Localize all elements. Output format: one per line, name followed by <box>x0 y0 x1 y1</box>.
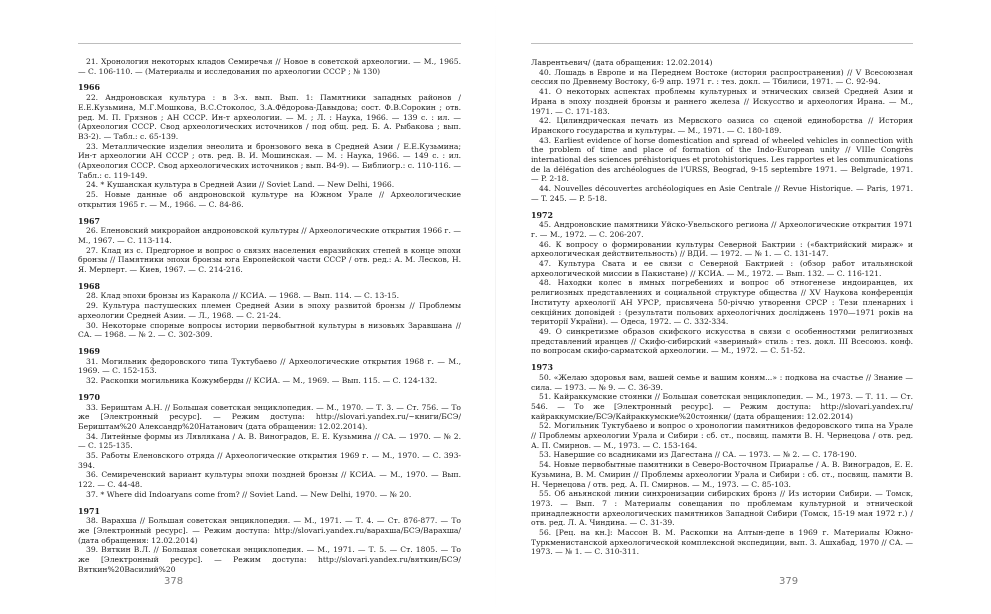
bibliography-entry: 55. Об аньянской линии синхронизации сибирских бронз // Из истории Сибири. — Томск, 1973. — Вып. 7 : Материалы совещания по проблемам культурной и этнической принадлежности археологических памятников Западной Сибири (Томск, 15-19 мая 1972 г.) / отв. ред. Л. А. Чиндина. — С. 31-39. <box>531 489 913 528</box>
bibliography-entry: 43. Earliest evidence of horse domestication and spread of wheeled vehicles in connection with the problem of time and place of formation of the Indo-European unity // VIIIe Congrès international des sciences préhistoriques et protohistoriques. Les rapportes et les communications de la délégation des archéologues de l'URSS, Beograd, 9-15 septembre 1971. — Belgrade, 1971. — P. 2-18. <box>531 135 913 184</box>
bibliography-entry: 44. Nouvelles découvertes archéologiques en Asie Centrale // Revue Historique. — Paris, 1971. — T. 245. — P. 5-18. <box>531 184 913 203</box>
left-header-rule <box>78 43 461 44</box>
bibliography-entry: 22. Андроновская культура : в 3-х. вып. Вып. 1: Памятники западных районов / Е.Е.Кузьмина, М.Г.Мошкова, В.С.Стоколос, З.А.Фёдорова-Давыдова; сост. Ф.В.Сорокин ; отв. ред. М. П. Грязнов ; АН СССР. Ин-т археологии. — М. ; Л. : Наука, 1966. — 139 с. : ил. — (Археология СССР. Свод археологических источников / под общ. ред. Б. А. Рыбакова ; вып. В3-2). — Табл.: с. 65-139. <box>78 93 461 141</box>
bibliography-entry: 33. Бериштам А.Н. // Большая советская энциклопедия. — М., 1970. — Т. 3. — Ст. 756. — То же [Электронный ресурс]. — Режим доступа: http://slovari.yandex.ru/~книги/БСЭ/Бериштам%20 Александр%20Натанович (дата обращения: 12.02.2014). <box>78 402 461 431</box>
bibliography-entry: 40. Лошадь в Европе и на Переднем Востоке (история распространения) // V Всесоюзная сессия по Древнему Востоку, 6-9 апр. 1971 г. : тез. докл. — Тбилиси, 1971. — С. 92-94. <box>531 67 913 87</box>
book-spine <box>495 0 496 614</box>
bibliography-entry: 21. Хронология некоторых кладов Семиречья // Новое в советской археологии. — М., 1965. — С. 106-110. — (Материалы и исследования по археологии СССР ; № 130) <box>78 57 461 76</box>
bibliography-entry: 31. Могильник федоровского типа Туктубаево // Археологические открытия 1968 г. — М., 1969. — С. 152-153. <box>78 356 461 376</box>
right-bibliography <box>531 58 913 557</box>
bibliography-entry: 36. Семиреченский вариант культуры эпохи поздней бронзы // КСИА. — М., 1970. — Вып. 122. — С. 44-48. <box>78 470 461 490</box>
bibliography-entry: 28. Клад эпохи бронзы из Каракола // КСИА. — 1968. — Вып. 114. — С. 13-15. <box>86 291 399 301</box>
bibliography-entry: 39. Вяткин В.Л. // Большая советская энциклопедия. — М., 1971. — Т. 5. — Ст. 1805. — То же [Электронный ресурс]. — Режим доступа: http://slovari.yandex.ru/вяткин/БСЭ/Вяткин%20Василий%20 <box>78 545 461 574</box>
bibliography-entry: 41. О некоторых аспектах проблемы культурных и этнических связей Средней Азии и Ирана в эпоху поздней бронзы и раннего железа // Искусство и археология Ирана. — М., 1971. — С. 171-183. <box>531 87 913 116</box>
bibliography-entry: 30. Некоторые спорные вопросы истории первобытной культуры в низовьях Заравшана // СА. — 1968. — № 2. — С. 302-309. <box>78 320 461 340</box>
bibliography-entry-continuation: Лаврентьевич/ (дата обращения: 12.02.2014) <box>531 58 713 67</box>
bibliography-entry: 53. Навершие со всадниками из Дагестана // СА. — 1973. — № 2. — С. 178-190. <box>539 450 857 460</box>
left-page <box>78 0 461 614</box>
bibliography-entry: 52. Могильник Туктубаево и вопрос о хронологии памятников федоровского типа на Урале // Проблемы археологии Урала и Сибири : сб. ст., посвящ. памяти В. Н. Чернецова / отв. ред. А. П. Смирнов. — М., 1973. — С. 153-164. <box>531 421 913 450</box>
bibliography-entry: 51. Кайраккумские стоянки // Большая советская энциклопедия. — М., 1973. — Т. 11. — Ст. 546. — То же [Электронный ресурс]. — Режим доступа: http://slovari.yandex.ru/кайраккумские/БСЭ/Кайраккумские%20стоянки/ (дата обращения: 12.02.2014) <box>531 392 913 421</box>
left-bibliography <box>78 57 461 574</box>
bibliography-entry: 38. Вараxша // Большая советская энциклопедия. — М., 1971. — Т. 4. — Ст. 876-877. — То же [Электронный ресурс]. — Режим доступа: http://slovari.yandex.ru/варахша/БСЭ/Варахша/ (дата обращения: 12.02.2014) <box>78 516 461 545</box>
bibliography-entry: 50. «Желаю здоровья вам, вашей семье и вашим коням...» : подкова на счастье // Знание — сила. — 1973. — № 9. — С. 36-39. <box>531 372 913 392</box>
bibliography-entry: 49. О синкретизме образов скифского искусства в связи с особенностями религиозных представлений иранцев // Скифо-сибирский «звериный» стиль : тез. докл. III Всесоюз. конф. по вопросам скифо-сарматской археологии. — М., 1972. — С. 51-52. <box>531 326 913 356</box>
right-header-rule <box>531 43 913 44</box>
right-page-number: 379 <box>779 576 799 587</box>
bibliography-entry: 23. Металлические изделия энеолита и бронзового века в Средней Азии / Е.Е.Кузьмина; Ин-т археологии АН СССР ; отв. ред. В. И. Мошинская. — М. : Наука, 1966. — 149 с. : ил. (Археология СССР. Свод археологических источников ; вып. В4-9). — Библиогр.: с. 110-116. — Табл.: с. 119-149. <box>78 141 461 180</box>
bibliography-entry: 27. Клад из с. Предгорное и вопрос о связях населения евразийских степей в конце эпохи бронзы // Памятники эпохи бронзы юга Европейской части СССР / отв. ред.: А. М. Лесков, Н. Я. Мерперт. — Киев, 1967. — С. 214-216. <box>78 245 461 275</box>
bibliography-entry: 47. Культура Свата и ее связи с Северной Бактрией : (обзор работ итальянской археологической миссии в Пакистане) // КСИА. — М., 1972. — Вып. 132. — С. 116-121. <box>531 259 913 278</box>
bibliography-entry: 26. Еленовский микрорайон андроновской культуры // Археологические открытия 1966 г. — М., 1967. — С. 113-114. <box>78 226 461 245</box>
bibliography-entry: 48. Находки колес в ямных погребениях и вопрос об этногенезе индоиранцев, их религиозных представлениях и социальной структуре общества // XV Наукова конференція Інституту археології АН УРСР, присвячена 50-річчю утворення СРСР : Тези пленарних і секційних доповідей : (результати польових археологічних досліджень 1970—1971 років на території України). — Одеса, 1972. — С. 332-334. <box>531 278 913 327</box>
bibliography-entry: 25. Новые данные об андроновской культуре на Южном Урале // Археологические открытия 1965 г. — М., 1966. — С. 84-86. <box>78 190 461 209</box>
bibliography-entry: 56. [Рец. на кн.]: Массон В. М. Раскопки на Алтын-депе в 1969 г. Материалы Южно-Туркменистанской археологической комплексной экспедиции, вып. 3. Ашхабад, 1970 // СА. — 1973. — № 1. — С. 310-311. <box>531 528 913 557</box>
bibliography-entry: 32. Раскопки могильника Кожумберды // КСИА. — М., 1969. — Вып. 115. — С. 124-132. <box>86 376 438 386</box>
left-page-number: 378 <box>164 576 184 587</box>
year-heading: 1970 <box>78 392 100 402</box>
bibliography-entry: 34. Литейные формы из Лявлякана / А. В. Виноградов, Е. Е. Кузьмина // СА. — 1970. — № 2. — С. 125-135. <box>78 431 461 451</box>
year-heading: 1969 <box>78 346 100 356</box>
year-heading: 1972 <box>531 210 553 220</box>
year-heading: 1971 <box>78 506 100 516</box>
bibliography-entry: 45. Андроновские памятники Уйско-Увельского региона // Археологические открытия 1971 г. — М., 1972. — С. 206-207. <box>531 220 913 239</box>
bibliography-entry: 54. Новые первобытные памятники в Северо-Восточном Приаралье / А. В. Виноградов, Е. Е. Кузьмина, В. М. Смирин // Проблемы археологии Урала и Сибири : сб. ст., посвящ. памяти В. Н. Чернецова / отв. ред. А. П. Смирнов. — М., 1973. — С. 85-103. <box>531 460 913 489</box>
year-heading: 1967 <box>78 216 100 226</box>
bibliography-entry: 37. * Where did Indoaryans come from? // Soviet Land. — New Delhi, 1970. — № 20. <box>86 489 412 499</box>
bibliography-entry: 46. К вопросу о формировании культуры Северной Бактрии : («бактрийский мираж» и археологическая действительность) // ВДИ. — 1972. — № 1. — С. 131-147. <box>531 239 913 259</box>
right-page <box>531 0 913 614</box>
year-heading: 1966 <box>78 83 100 93</box>
bibliography-entry: 35. Работы Еленовского отряда // Археологические открытия 1969 г. — М., 1970. — С. 393-394. <box>78 451 461 470</box>
bibliography-entry: 42. Цилиндрическая печать из Мервского оазиса со сценой единоборства // История Иранского государства и культуры. — М., 1971. — С. 180-189. <box>531 116 913 135</box>
year-heading: 1968 <box>78 281 100 291</box>
bibliography-entry: 24. * Кушанская культура в Средней Азии // Soviet Land. — New Delhi, 1966. <box>86 180 395 190</box>
year-heading: 1973 <box>531 363 553 373</box>
bibliography-entry: 29. Культура пастушеских племен Средней Азии в эпоху развитой бронзы // Проблемы археологии Средней Азии. — Л., 1968. — С. 21-24. <box>78 301 461 320</box>
